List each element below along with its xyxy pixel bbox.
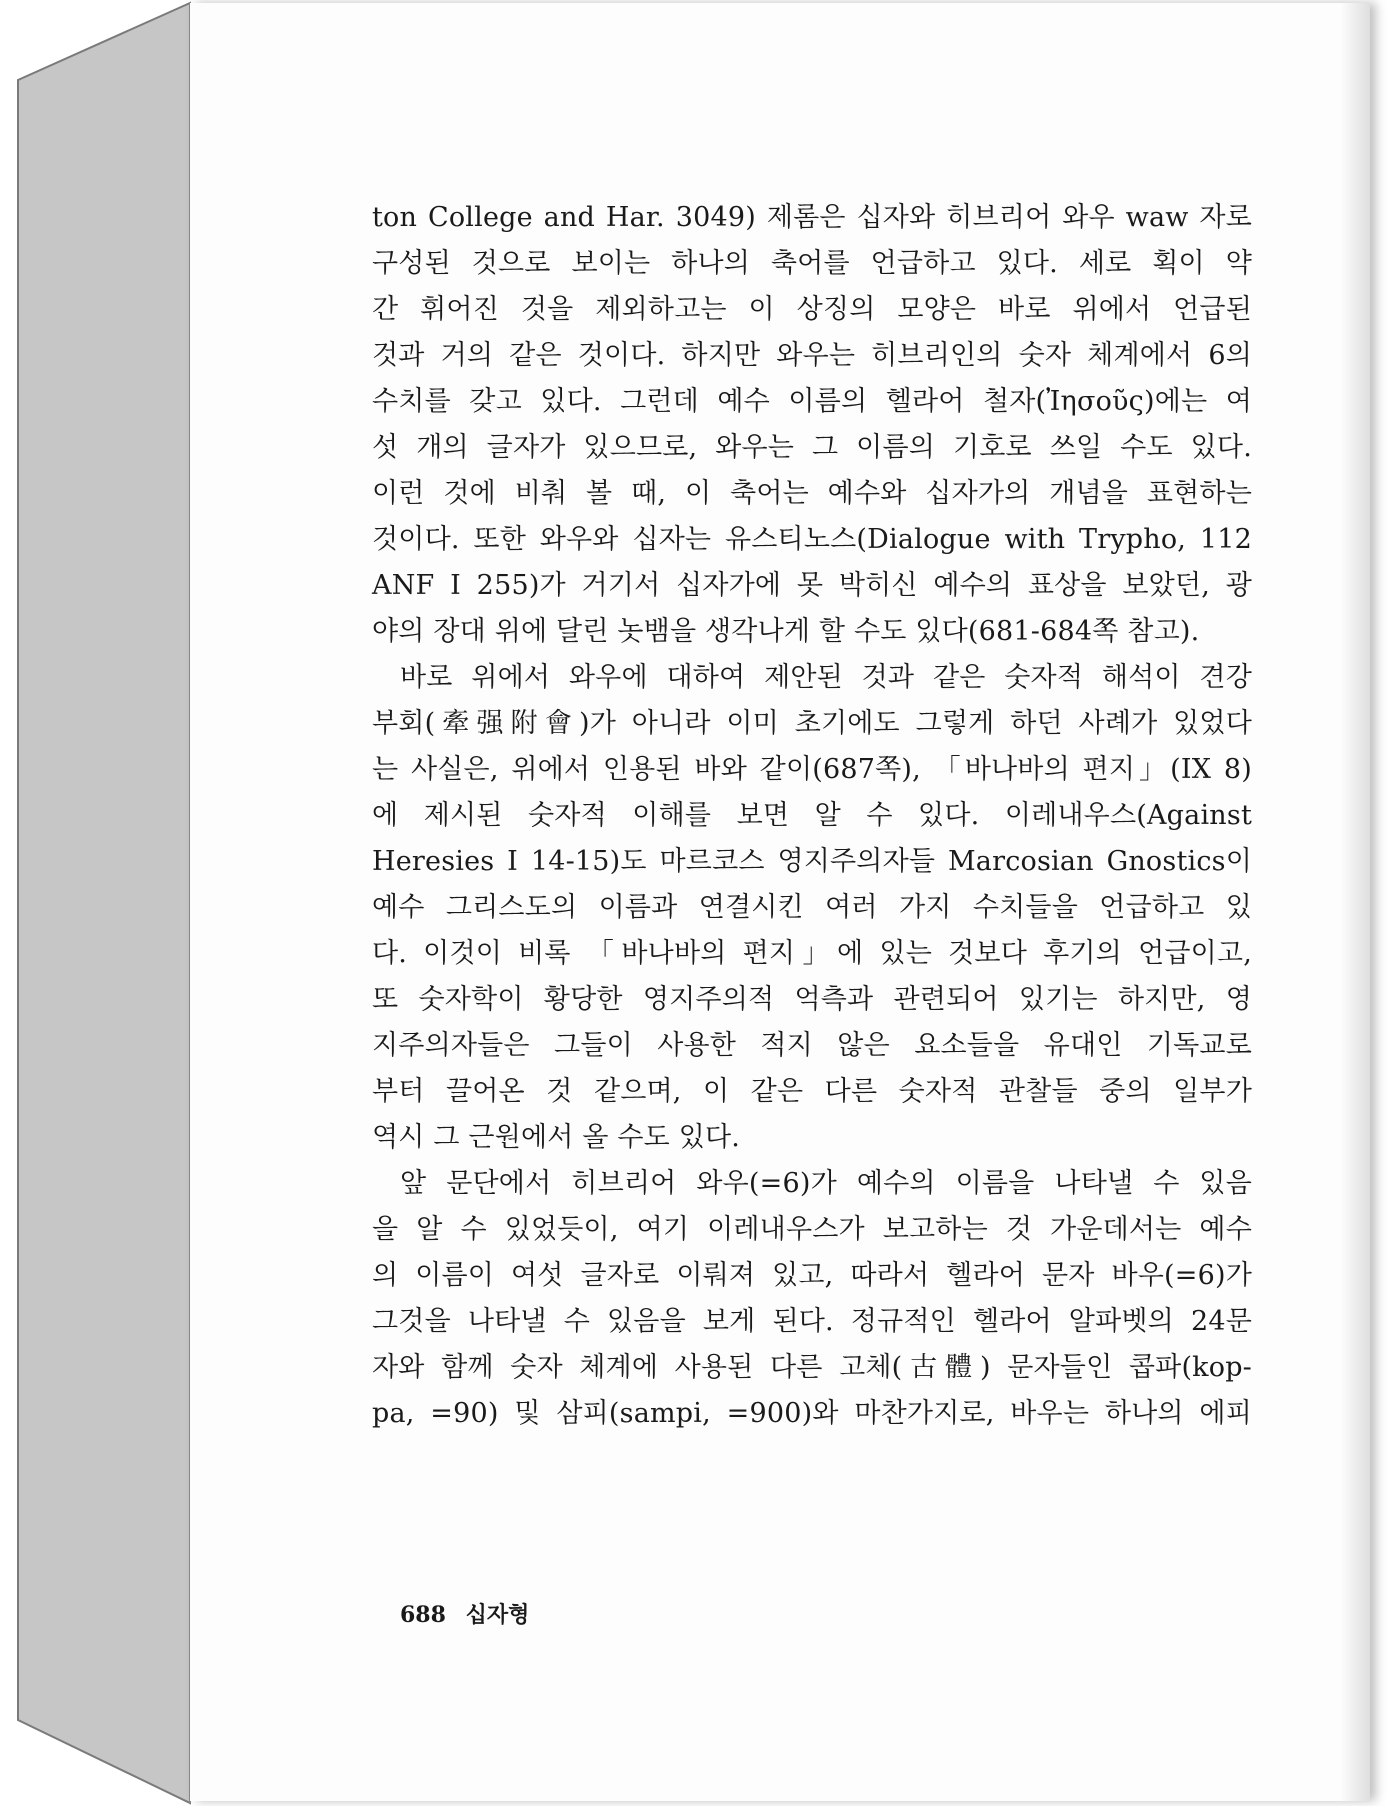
text-line: 이런 것에 비춰 볼 때, 이 축어는 예수와 십자가의 개념을 표현하는 xyxy=(372,478,1252,509)
text-line: 을 알 수 있었듯이, 여기 이레내우스가 보고하는 것 가운데서는 예수 xyxy=(372,1214,1252,1245)
paragraph-start-line: 바로 위에서 와우에 대하여 제안된 것과 같은 숫자적 해석이 견강 xyxy=(400,662,1252,693)
text-line: 수치를 갖고 있다. 그런데 예수 이름의 헬라어 철자(Ἰησοῦς)에는 여 xyxy=(372,386,1252,417)
text-line: 것과 거의 같은 것이다. 하지만 와우는 히브리인의 숫자 체계에서 6의 xyxy=(372,340,1252,371)
text-line: 또 숫자학이 황당한 영지주의적 억측과 관련되어 있기는 하지만, 영 xyxy=(372,984,1252,1015)
text-line: 야의 장대 위에 달린 놋뱀을 생각나게 할 수도 있다(681-684쪽 참고). xyxy=(372,616,1200,647)
text-line: 그것을 나타낼 수 있음을 보게 된다. 정규적인 헬라어 알파벳의 24문 xyxy=(372,1306,1252,1337)
book-page xyxy=(190,3,1370,1801)
text-line: 것이다. 또한 와우와 십자는 유스티노스(Dialogue with Trypho, 112 xyxy=(372,524,1252,555)
text-line: 구성된 것으로 보이는 하나의 축어를 언급하고 있다. 세로 획이 약 xyxy=(372,248,1252,279)
page-edge-shadow xyxy=(1340,3,1370,1801)
body-text xyxy=(372,195,1252,1437)
text-line: Heresies I 14-15)도 마르코스 영지주의자들 Marcosian Gnostics이 xyxy=(372,846,1252,877)
text-line: 는 사실은, 위에서 인용된 바와 같이(687쪽), 「바나바의 편지」(IX 8) xyxy=(372,754,1252,785)
text-line: 부터 끌어온 것 같으며, 이 같은 다른 숫자적 관찰들 중의 일부가 xyxy=(372,1076,1252,1107)
text-line: ton College and Har. 3049) 제롬은 십자와 히브리어 와우 waw 자로 xyxy=(372,202,1252,233)
text-line: 다. 이것이 비록 「바나바의 편지」에 있는 것보다 후기의 언급이고, xyxy=(372,938,1252,969)
page-number: 688 xyxy=(400,1602,446,1628)
text-line: 섯 개의 글자가 있으므로, 와우는 그 이름의 기호로 쓰일 수도 있다. xyxy=(372,432,1252,463)
page-footer xyxy=(400,1598,529,1629)
text-line: pa, =90) 및 삼피(sampi, =900)와 마찬가지로, 바우는 하나의 에피 xyxy=(372,1398,1252,1429)
paragraph-start-line: 앞 문단에서 히브리어 와우(=6)가 예수의 이름을 나타낼 수 있음 xyxy=(400,1168,1252,1199)
text-line: 간 휘어진 것을 제외하고는 이 상징의 모양은 바로 위에서 언급된 xyxy=(372,294,1252,325)
text-line: 의 이름이 여섯 글자로 이뤄져 있고, 따라서 헬라어 문자 바우(=6)가 xyxy=(372,1260,1252,1291)
text-line: 에 제시된 숫자적 이해를 보면 알 수 있다. 이레내우스(Against xyxy=(372,800,1252,831)
text-line: 부회(牽强附會)가 아니라 이미 초기에도 그렇게 하던 사례가 있었다 xyxy=(372,708,1252,739)
text-line: 지주의자들은 그들이 사용한 적지 않은 요소들을 유대인 기독교로 xyxy=(372,1030,1252,1061)
text-line: 예수 그리스도의 이름과 연결시킨 여러 가지 수치들을 언급하고 있 xyxy=(372,892,1252,923)
text-line: 역시 그 근원에서 올 수도 있다. xyxy=(372,1122,741,1153)
text-line: ANF I 255)가 거기서 십자가에 못 박히신 예수의 표상을 보았던, 광 xyxy=(372,570,1252,601)
text-line: 자와 함께 숫자 체계에 사용된 다른 고체(古體) 문자들인 콥파(kop- xyxy=(372,1352,1252,1383)
running-title: 십자형 xyxy=(465,1602,530,1628)
